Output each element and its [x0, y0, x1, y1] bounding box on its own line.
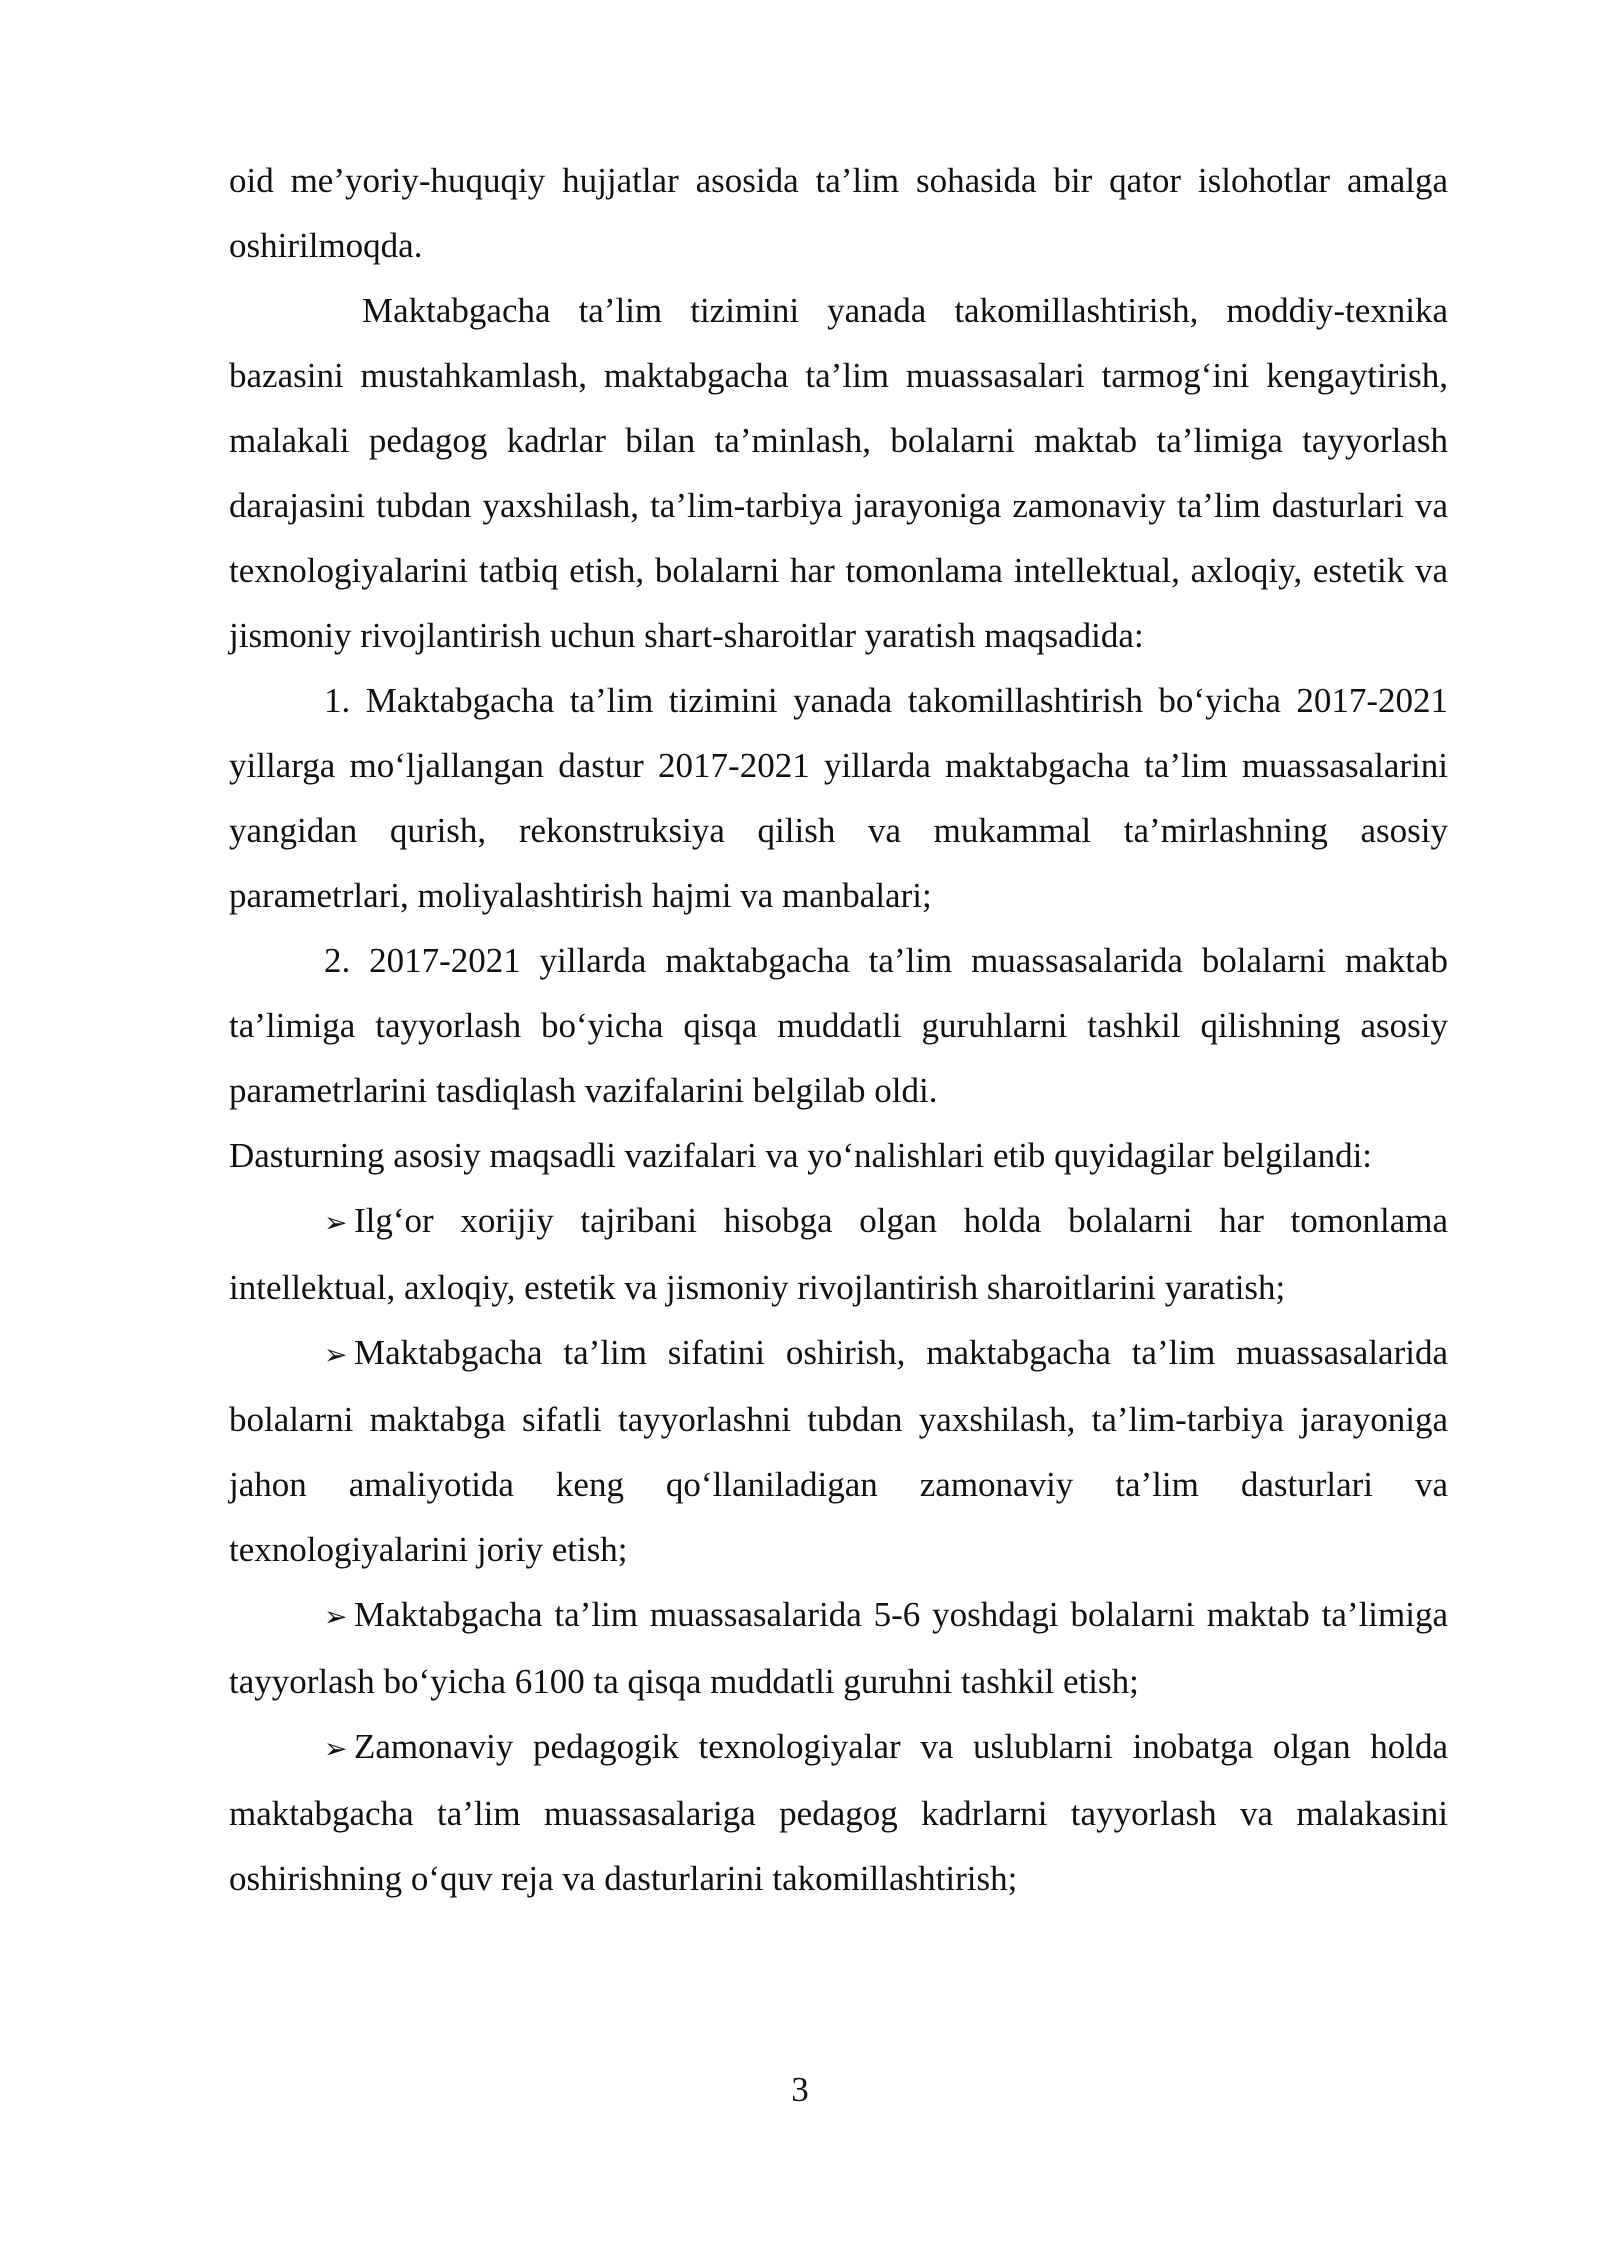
arrow-bullet-icon: ➢	[324, 1600, 348, 1633]
paragraph-intro: Maktabgacha ta’lim tizimini yanada takomillashtirish, moddiy-texnika bazasini mustahkamlash, maktabgacha ta’lim muassasalari tarmog‘ini kengaytirish, malakali pedagog kadrlar bilan ta’minlash, bolalarni maktab ta’limiga tayyorlash darajasini tubdan yaxshilash, ta’lim-tarbiya jarayoniga zamonaviy ta’lim dasturlari va texnologiyalarini tatbiq etish, bolalarni har tomonlama intellektual, axloqiy, estetik va jismoniy rivojlantirish uchun shart-sharoitlar yaratish maqsadida:	[229, 291, 1448, 655]
paragraph-continuation: oid me’yoriy-huquqiy hujjatlar asosida ta’lim sohasida bir qator islohotlar amalga oshirilmoqda.	[229, 161, 1448, 265]
bullet-item	[229, 1320, 1448, 1582]
numbered-item-2: 2. 2017-2021 yillarda maktabgacha ta’lim muassasalarida bolalarni maktab ta’limiga tayyorlash bo‘yicha qisqa muddatli guruhlarni tashkil qilishning asosiy parametrlarini tasdiqlash vazifalarini belgilab oldi.	[229, 941, 1448, 1110]
paragraph-goals-heading: Dasturning asosiy maqsadli vazifalari va yo‘nalishlari etib quyidagilar belgilandi:	[229, 1136, 1373, 1175]
arrow-bullet-icon: ➢	[324, 1338, 348, 1371]
page-number: 3	[791, 2070, 809, 2109]
bullet-item	[229, 1714, 1448, 1911]
bullet-item	[229, 1582, 1448, 1714]
bullet-text: Maktabgacha ta’lim sifatini oshirish, maktabgacha ta’lim muassasalarida bolalarni maktabga sifatli tayyorlashni tubdan yaxshilash, ta’lim-tarbiya jarayoniga jahon amaliyotida keng qo‘llaniladigan zamonaviy ta’lim dasturlari va texnologiyalarini joriy etish;	[229, 1333, 1448, 1569]
bullet-text: Zamonaviy pedagogik texnologiyalar va uslublarni inobatga olgan holda maktabgacha ta’lim muassasalariga pedagog kadrlarni tayyorlash va malakasini oshirishning o‘quv reja va dasturlarini takomillashtirish;	[229, 1727, 1448, 1898]
bullet-text: Ilg‘or xorijiy tajribani hisobga olgan holda bolalarni har tomonlama intellektual, axloqiy, estetik va jismoniy rivojlantirish sharoitlarini yaratish;	[229, 1201, 1448, 1307]
document-body	[229, 148, 1448, 1911]
bullet-text: Maktabgacha ta’lim muassasalarida 5-6 yoshdagi bolalarni maktab ta’limiga tayyorlash bo‘yicha 6100 ta qisqa muddatli guruhni tashkil etish;	[229, 1595, 1448, 1701]
numbered-item-1: 1. Maktabgacha ta’lim tizimini yanada takomillashtirish bo‘yicha 2017-2021 yillarga mo‘ljallangan dastur 2017-2021 yillarda maktabgacha ta’lim muassasalarini yangidan qurish, rekonstruksiya qilish va mukammal ta’mirlashning asosiy parametrlari, moliyalashtirish hajmi va manbalari;	[229, 681, 1448, 915]
arrow-bullet-icon: ➢	[324, 1206, 348, 1239]
arrow-bullet-icon: ➢	[324, 1732, 348, 1765]
bullet-item	[229, 1188, 1448, 1320]
